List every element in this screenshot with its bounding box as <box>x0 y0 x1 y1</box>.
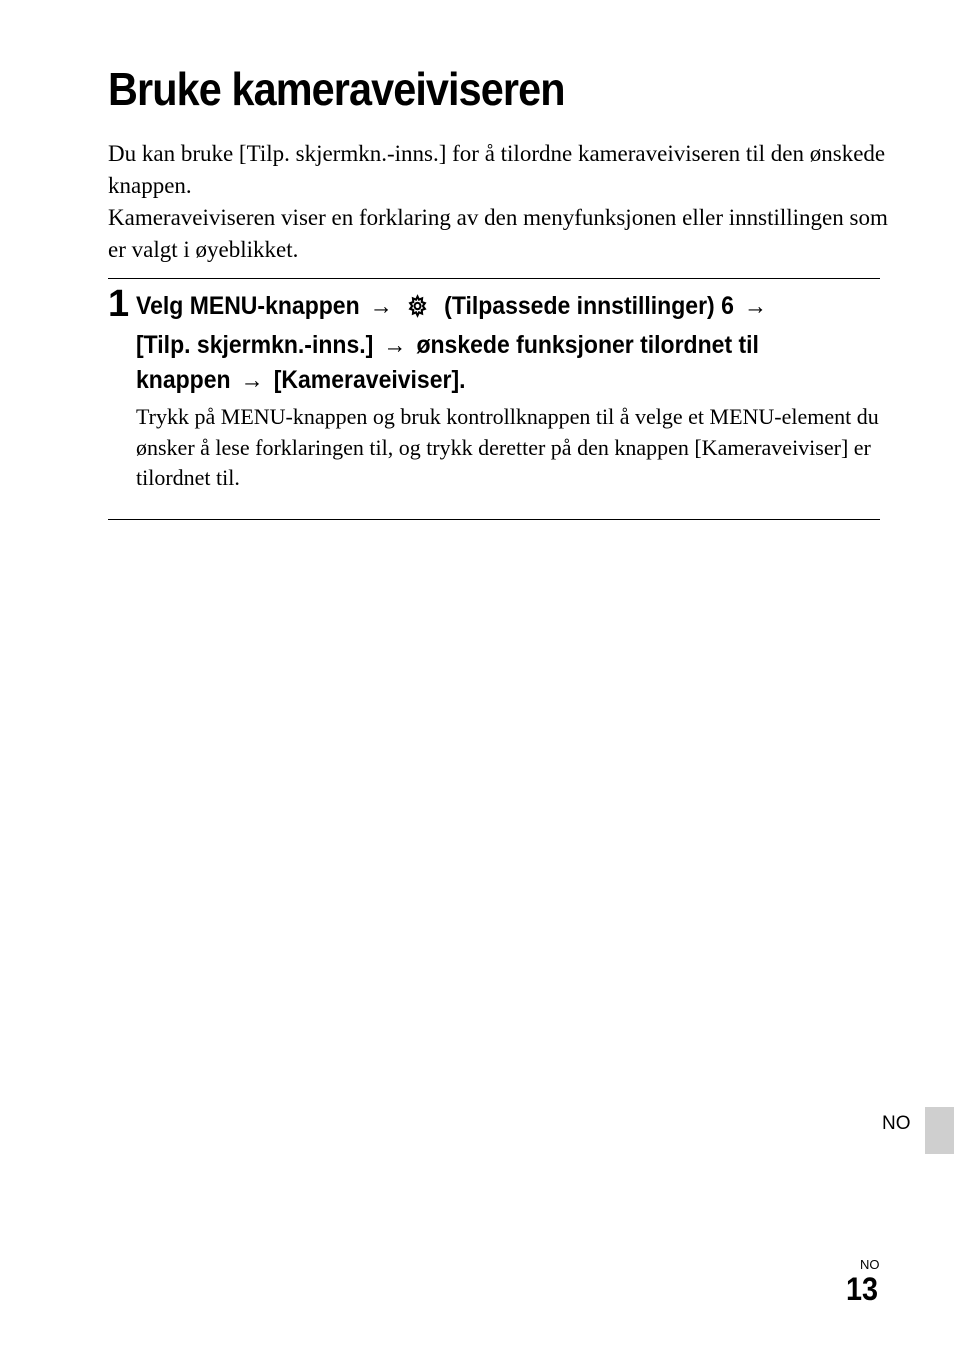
arrow-right-icon: → <box>743 292 767 320</box>
step-heading-text: (Tilpassede innstillinger) 6 <box>444 292 734 320</box>
intro-paragraph: Du kan bruke [Tilp. skjermkn.-inns.] for å tilordne kameraveiviseren til den ønskede knappen. <box>108 141 886 198</box>
arrow-right-icon: → <box>240 366 264 394</box>
step-heading-line <box>136 328 835 363</box>
language-label: NO <box>882 1113 911 1134</box>
step-heading-line <box>136 363 835 398</box>
step-description-text: Trykk på MENU-knappen og bruk kontrollknappen til å velge et MENU-element du ønsker å lese forklaringen til, og trykk deretter på den knappen [Kameraveiviser] er tilordnet til. <box>136 404 879 490</box>
step-heading-text: Velg MENU-knappen <box>136 292 360 320</box>
step-heading-text: [Kameraveiviser]. <box>273 366 466 394</box>
step-heading-line <box>136 289 835 328</box>
step-heading <box>136 289 835 398</box>
intro-text <box>108 138 898 266</box>
step-heading-text: [Tilp. skjermkn.-inns.] <box>136 331 374 359</box>
gear-icon <box>406 293 428 328</box>
step-heading-text: ønskede funksjoner tilordnet til <box>416 331 759 359</box>
page-number: 13 <box>846 1271 879 1307</box>
page-title: Bruke kameraveiviseren <box>108 63 565 115</box>
top-divider <box>108 278 880 279</box>
side-tab-marker <box>925 1107 954 1154</box>
page-language-small: NO <box>860 1257 880 1272</box>
bottom-divider <box>108 519 880 520</box>
intro-paragraph: Kameraveiviseren viser en forklaring av den menyfunksjonen eller innstillingen som er valgt i øyeblikket. <box>108 205 888 262</box>
step-heading-text: knappen <box>136 366 231 394</box>
arrow-right-icon: → <box>383 331 407 359</box>
step-description <box>136 402 896 494</box>
arrow-right-icon: → <box>369 292 393 320</box>
step-number: 1 <box>108 283 130 325</box>
